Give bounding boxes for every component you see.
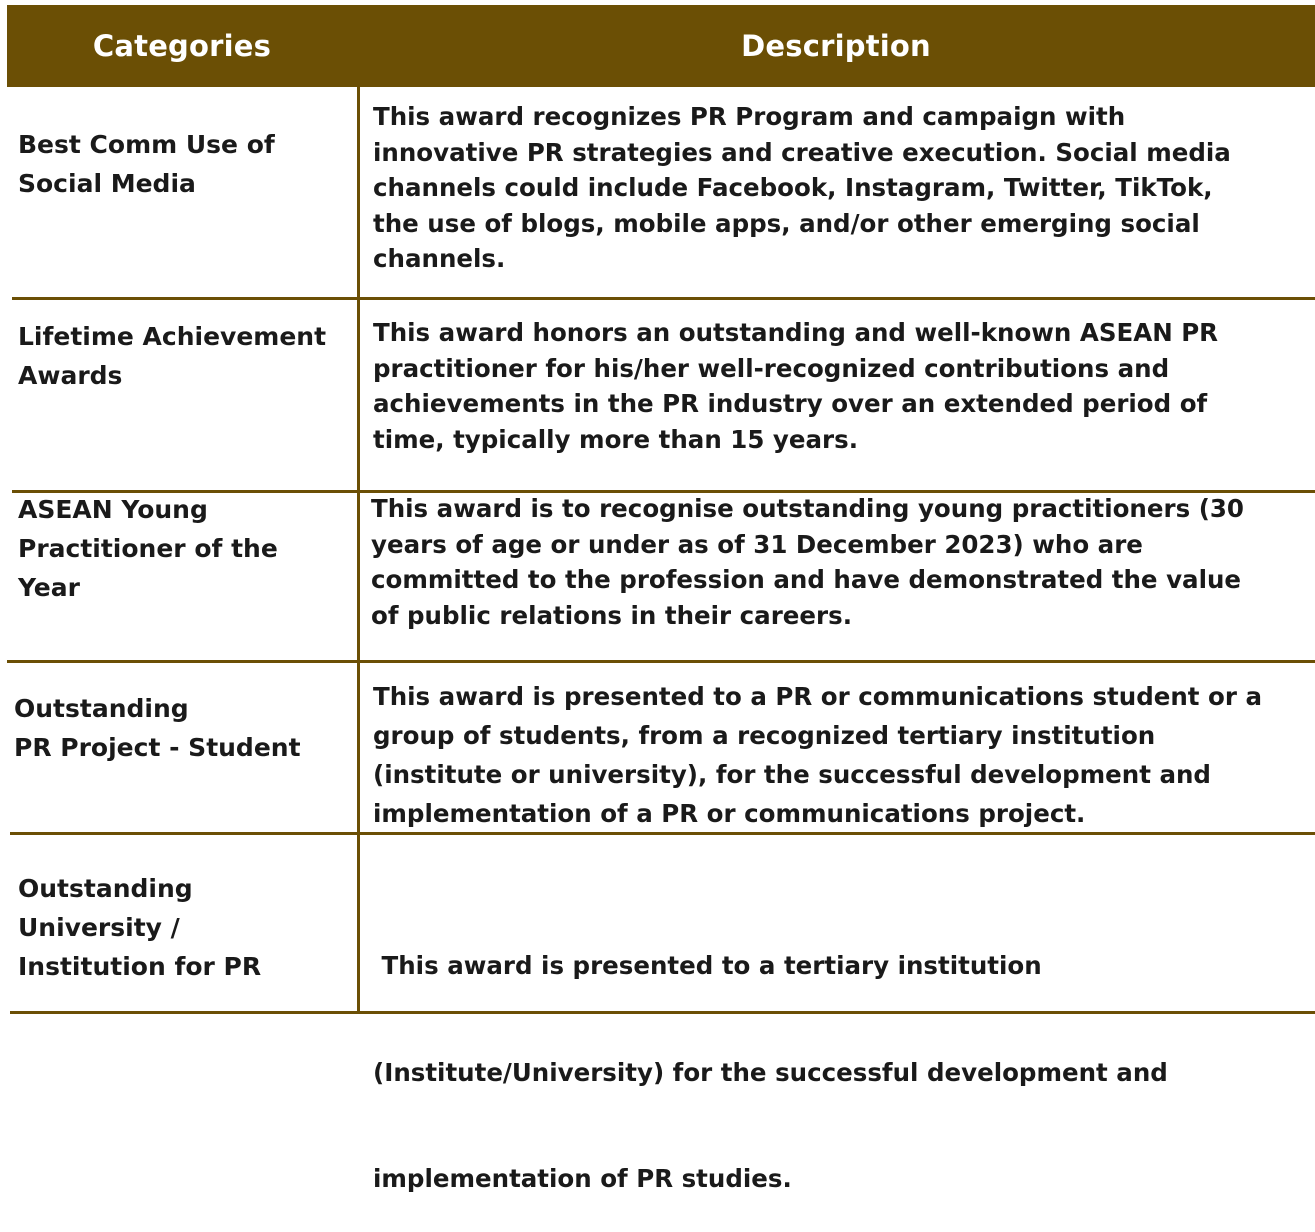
description-line: implementation of a PR or communications project. [373, 799, 1086, 828]
table-row-description [373, 315, 1218, 457]
category-line: Year [18, 573, 80, 602]
description-line: This award recognizes PR Program and campaign with [373, 102, 1126, 131]
category-line: Practitioner of the [18, 534, 278, 563]
header-categories: Categories [92, 29, 272, 63]
row-divider [12, 297, 1315, 300]
table-row-category [18, 869, 261, 986]
table-row-category [18, 490, 278, 607]
table-header [7, 5, 1315, 87]
category-line: Social Media [18, 169, 196, 198]
description-line: committed to the profession and have demonstrated the value [371, 565, 1242, 594]
table-row-category [18, 125, 275, 203]
description-line: This award is presented to a tertiary institution [373, 951, 1042, 980]
category-line: Outstanding [14, 694, 189, 723]
category-line: Awards [18, 361, 123, 390]
description-line: years of age or under as of 31 December 2023) who are [371, 529, 1143, 559]
description-line: channels could include Facebook, Instagram, Twitter, TikTok, [373, 173, 1213, 202]
description-line: of public relations in their careers. [371, 600, 853, 630]
category-line: Lifetime Achievement [18, 322, 327, 351]
description-line: This award is to recognise outstanding young practitioners (30 [371, 494, 1244, 523]
table-row-description [373, 877, 1168, 1232]
description-line: innovative PR strategies and creative execution. Social media [373, 137, 1231, 167]
category-line: Institution for PR [18, 952, 262, 981]
row-divider [7, 660, 1315, 663]
header-description: Description [741, 29, 931, 63]
description-line: implementation of PR studies. [373, 1164, 792, 1193]
description-line: group of students, from a recognized tertiary institution [373, 721, 1156, 750]
table-row-description [373, 677, 1262, 833]
description-line: the use of blogs, mobile apps, and/or other emerging social [373, 208, 1200, 238]
table-row-category [18, 317, 326, 395]
category-line: ASEAN Young [18, 495, 208, 524]
description-line: channels. [373, 244, 506, 273]
category-line: Outstanding [18, 874, 193, 903]
description-line: (institute or university), for the successful development and [373, 760, 1211, 789]
category-line: PR Project - Student [14, 733, 301, 762]
table-row-category [14, 689, 301, 767]
column-divider [357, 87, 360, 1012]
description-line: This award honors an outstanding and well-known ASEAN PR [373, 318, 1219, 347]
description-line: (Institute/University) for the successful development and [373, 1057, 1168, 1087]
table-row-description [373, 99, 1231, 277]
category-line: University / [18, 913, 180, 942]
description-line: time, typically more than 15 years. [373, 424, 859, 454]
description-line: achievements in the PR industry over an extended period of [373, 389, 1208, 418]
description-line: This award is presented to a PR or communications student or a [373, 682, 1263, 711]
table-row-description [371, 491, 1244, 633]
description-line: practitioner for his/her well-recognized contributions and [373, 353, 1170, 383]
category-line: Best Comm Use of [18, 130, 275, 159]
